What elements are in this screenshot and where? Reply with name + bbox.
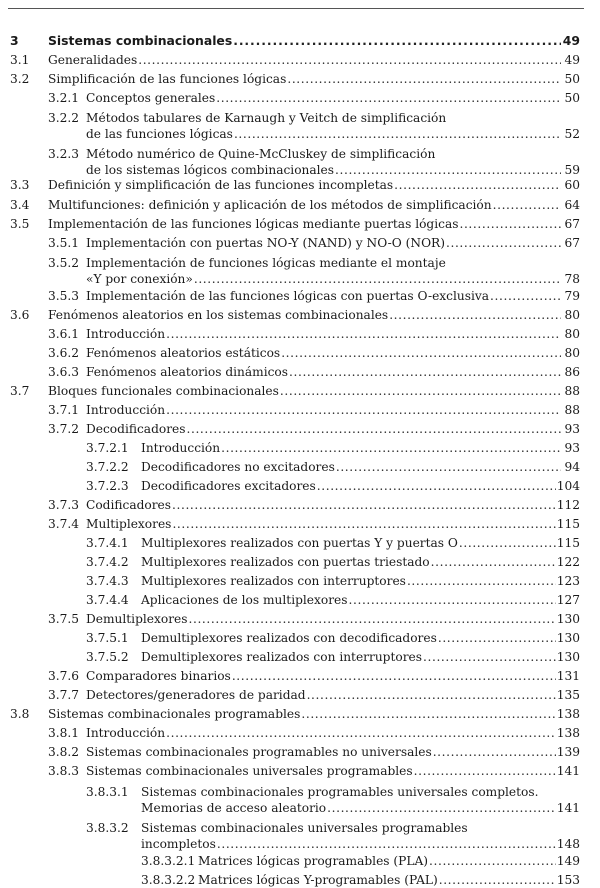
toc-page: 141: [556, 764, 580, 778]
toc-number: 3.2.3: [48, 147, 80, 161]
toc-line: [86, 288, 580, 304]
toc-number: 3.7.4.3: [86, 574, 129, 588]
toc-line: [86, 744, 580, 760]
toc-page: 64: [564, 198, 580, 212]
toc-number: 3.3: [10, 178, 30, 192]
dot-leader: [431, 554, 556, 570]
toc-title: Fenómenos aleatorios dinámicos: [86, 365, 289, 379]
dot-leader: [439, 872, 556, 888]
toc-page: 127: [556, 593, 580, 607]
toc-number: 3.2.2: [48, 111, 80, 125]
toc-line: [48, 216, 580, 232]
toc-title: Definición y simplificación de las funciones incompletas: [48, 178, 394, 192]
toc-number: 3.7.3: [48, 498, 80, 512]
toc-title: Detectores/generadores de paridad: [86, 688, 306, 702]
toc-line: [141, 573, 580, 589]
toc-number: 3.8.3.2.1: [141, 854, 196, 868]
toc-title: Sistemas combinacionales programables: [48, 707, 301, 721]
toc-number: 3.8.3.2: [86, 821, 129, 835]
toc-line: [48, 383, 580, 399]
toc-line: [48, 307, 580, 323]
toc-number: 3.7.1: [48, 403, 80, 417]
toc-line: [86, 364, 580, 380]
dot-leader: [394, 177, 561, 193]
toc-title: Implementación de las funciones lógicas con puertas O-exclusiva: [86, 289, 490, 303]
toc-line: [141, 535, 580, 551]
dot-leader: [336, 459, 561, 475]
toc-title: Sistemas combinacionales universales programables: [141, 821, 468, 835]
toc-line: [86, 126, 580, 142]
dot-leader: [317, 478, 556, 494]
dot-leader: [490, 288, 561, 304]
toc-number: 3.8: [10, 707, 30, 721]
dot-leader: [280, 383, 561, 399]
toc-number: 3.5.2: [48, 256, 80, 270]
toc-title: Introducción: [86, 726, 166, 740]
toc-page: 138: [556, 707, 580, 721]
toc-page: 115: [556, 536, 580, 550]
toc-page: 50: [564, 72, 580, 86]
toc-number: 3.6.3: [48, 365, 80, 379]
toc-title: Demultiplexores realizados con interruptores: [141, 650, 423, 664]
toc-title: Sistemas combinacionales programables universales completos.: [141, 785, 539, 799]
toc-page: 138: [556, 726, 580, 740]
toc-page: 49: [562, 33, 580, 48]
toc-page: 52: [564, 127, 580, 141]
toc-number: 3.7.2.2: [86, 460, 129, 474]
toc-line: [86, 687, 580, 703]
toc-page: 78: [564, 272, 580, 286]
toc-line: [86, 763, 580, 779]
toc-page: 104: [556, 479, 580, 493]
toc-number: 3.6.2: [48, 346, 80, 360]
toc-number: 3.8.1: [48, 726, 80, 740]
toc-number: 3.7.4.2: [86, 555, 129, 569]
toc-line: [141, 478, 580, 494]
toc-title: Multiplexores realizados con puertas triestado: [141, 555, 430, 569]
dot-leader: [327, 800, 556, 816]
toc-page: 88: [564, 403, 580, 417]
toc-number: 3.4: [10, 198, 30, 212]
toc-page: 153: [556, 873, 580, 887]
toc-number: 3.1: [10, 53, 30, 67]
toc-title: Decodificadores no excitadores: [141, 460, 335, 474]
toc-number: 3.7.5: [48, 612, 80, 626]
dot-leader: [166, 725, 556, 741]
toc-title: Fenómenos aleatorios en los sistemas combinacionales: [48, 308, 389, 322]
toc-line: [86, 402, 580, 418]
toc-page: 148: [556, 837, 580, 851]
toc-title: Codificadores: [86, 498, 172, 512]
toc-line: [86, 421, 580, 437]
toc-number: 3.8.3: [48, 764, 80, 778]
toc-number: 3.7.2: [48, 422, 80, 436]
dot-leader: [138, 52, 561, 68]
toc-title: Método numérico de Quine-McCluskey de simplificación: [86, 147, 436, 161]
toc-number: 3.2: [10, 72, 30, 86]
toc-number: 3.6.1: [48, 327, 80, 341]
toc-line: [48, 33, 580, 49]
toc-page: 130: [556, 612, 580, 626]
dot-leader: [389, 307, 561, 323]
toc-line: [86, 497, 580, 513]
toc-number: 3.2.1: [48, 91, 80, 105]
toc-page: 79: [564, 289, 580, 303]
toc-page: 130: [556, 650, 580, 664]
dot-leader: [166, 402, 561, 418]
dot-leader: [233, 33, 561, 49]
toc-page: 49: [564, 53, 580, 67]
dot-leader: [407, 573, 556, 589]
toc-title: Aplicaciones de los multiplexores: [141, 593, 348, 607]
dot-leader: [429, 853, 556, 869]
toc-line: [48, 177, 580, 193]
dot-leader: [493, 197, 561, 213]
dot-leader: [289, 364, 561, 380]
dot-leader: [189, 611, 556, 627]
toc-number: 3.7.5.1: [86, 631, 129, 645]
toc-title: Introducción: [86, 327, 166, 341]
toc-page: 122: [556, 555, 580, 569]
toc-number: 3.6: [10, 308, 30, 322]
toc-line: [48, 52, 580, 68]
toc-title: Matrices lógicas Y-programables (PAL): [198, 873, 438, 887]
dot-leader: [221, 440, 561, 456]
toc-line: [86, 611, 580, 627]
toc-line: [198, 872, 580, 888]
toc-number: 3.7: [10, 384, 30, 398]
dot-leader: [194, 271, 561, 287]
toc-title-continuation: «Y por conexión»: [86, 272, 193, 286]
dot-leader: [414, 763, 556, 779]
dot-leader: [459, 216, 561, 232]
toc-page: 135: [556, 688, 580, 702]
toc-line: [198, 853, 580, 869]
toc-number: 3.8.2: [48, 745, 80, 759]
toc-title: Multifunciones: definición y aplicación de los métodos de simplificación: [48, 198, 492, 212]
dot-leader: [172, 516, 555, 532]
dot-leader: [349, 592, 556, 608]
toc-title: Introducción: [86, 403, 166, 417]
toc-line: [86, 516, 580, 532]
toc-page: 67: [564, 217, 580, 231]
toc-page: 80: [564, 346, 580, 360]
toc-title: Multiplexores realizados con interruptores: [141, 574, 406, 588]
toc-title: Sistemas combinacionales: [48, 33, 233, 48]
toc-line: [141, 440, 580, 456]
toc-number: 3.8.3.2.2: [141, 873, 196, 887]
dot-leader: [187, 421, 562, 437]
toc-page: 149: [556, 854, 580, 868]
toc-page: 50: [564, 91, 580, 105]
toc-page: 141: [556, 801, 580, 815]
toc-title: Simplificación de las funciones lógicas: [48, 72, 287, 86]
toc-title: Comparadores binarios: [86, 669, 231, 683]
toc-line: [48, 197, 580, 213]
toc-number: 3.7.6: [48, 669, 80, 683]
toc-line: [48, 706, 580, 722]
toc-page: 88: [564, 384, 580, 398]
dot-leader: [433, 744, 556, 760]
toc-line: [141, 630, 580, 646]
toc-title: Demultiplexores: [86, 612, 188, 626]
dot-leader: [307, 687, 556, 703]
toc-number: 3.7.4.1: [86, 536, 129, 550]
toc-number: 3.7.7: [48, 688, 80, 702]
toc-line: [141, 800, 580, 816]
toc-title: Sistemas combinacionales universales programables: [86, 764, 413, 778]
toc-title: Multiplexores: [86, 517, 172, 531]
toc-line: [48, 71, 580, 87]
toc-title: Introducción: [141, 441, 221, 455]
toc-number: 3.5.3: [48, 289, 80, 303]
toc-number: 3.5: [10, 217, 30, 231]
toc-number: 3.7.4.4: [86, 593, 129, 607]
toc-line: [86, 725, 580, 741]
toc-page: 130: [556, 631, 580, 645]
toc-page: 67: [564, 236, 580, 250]
dot-leader: [335, 162, 561, 178]
toc-title: Conceptos generales: [86, 91, 216, 105]
dot-leader: [301, 706, 555, 722]
toc-page: 93: [564, 441, 580, 455]
toc-line: [86, 326, 580, 342]
toc-page: 80: [564, 308, 580, 322]
toc-page: 112: [556, 498, 580, 512]
toc-page: 80: [564, 327, 580, 341]
toc-number: 3: [10, 33, 19, 48]
toc-line: [141, 592, 580, 608]
toc-title: Demultiplexores realizados con decodificadores: [141, 631, 437, 645]
toc-title: Métodos tabulares de Karnaugh y Veitch de simplificación: [86, 111, 447, 125]
toc-title: Matrices lógicas programables (PLA): [198, 854, 429, 868]
toc-number: 3.5.1: [48, 236, 80, 250]
toc-title-continuation: de las funciones lógicas: [86, 127, 233, 141]
toc-page: 139: [556, 745, 580, 759]
dot-leader: [166, 326, 561, 342]
toc-number: 3.8.3.1: [86, 785, 129, 799]
toc-page: 59: [564, 163, 580, 177]
toc-page: 131: [556, 669, 580, 683]
toc-page: 60: [564, 178, 580, 192]
dot-leader: [172, 497, 556, 513]
dot-leader: [234, 126, 561, 142]
toc-title: Decodificadores: [86, 422, 186, 436]
dot-leader: [438, 630, 556, 646]
toc-title: Implementación con puertas NO-Y (NAND) y NO-O (NOR): [86, 236, 445, 250]
toc-title: Implementación de las funciones lógicas mediante puertas lógicas: [48, 217, 459, 231]
toc-line: [141, 459, 580, 475]
dot-leader: [287, 71, 561, 87]
toc-line: [86, 162, 580, 178]
toc-line: [141, 649, 580, 665]
toc-line: [86, 235, 580, 251]
dot-leader: [232, 668, 556, 684]
toc-page: 94: [564, 460, 580, 474]
toc-line: [86, 90, 580, 106]
toc-title: Bloques funcionales combinacionales: [48, 384, 279, 398]
toc-title: Sistemas combinacionales programables no universales: [86, 745, 432, 759]
toc-title: Multiplexores realizados con puertas Y y puertas O: [141, 536, 458, 550]
toc-page: 93: [564, 422, 580, 436]
toc-number: 3.7.2.3: [86, 479, 129, 493]
toc-line: [86, 345, 580, 361]
toc-number: 3.7.5.2: [86, 650, 129, 664]
dot-leader: [281, 345, 561, 361]
dot-leader: [217, 836, 556, 852]
toc-title-continuation: Memorias de acceso aleatorio: [141, 801, 327, 815]
toc-page: 115: [556, 517, 580, 531]
toc-title-continuation: incompletos: [141, 837, 216, 851]
toc-line: [141, 554, 580, 570]
toc-title: Decodificadores excitadores: [141, 479, 316, 493]
toc-line: [86, 271, 580, 287]
toc-page: 123: [556, 574, 580, 588]
toc-page: 86: [564, 365, 580, 379]
dot-leader: [446, 235, 561, 251]
dot-leader: [216, 90, 561, 106]
toc-line: [141, 836, 580, 852]
toc-title: Implementación de funciones lógicas mediante el montaje: [86, 256, 446, 270]
dot-leader: [459, 535, 556, 551]
toc-title-continuation: de los sistemas lógicos combinacionales: [86, 163, 335, 177]
toc-number: 3.7.4: [48, 517, 80, 531]
toc-title: Generalidades: [48, 53, 138, 67]
dot-leader: [423, 649, 556, 665]
toc-line: [86, 668, 580, 684]
toc-number: 3.7.2.1: [86, 441, 129, 455]
toc-title: Fenómenos aleatorios estáticos: [86, 346, 281, 360]
